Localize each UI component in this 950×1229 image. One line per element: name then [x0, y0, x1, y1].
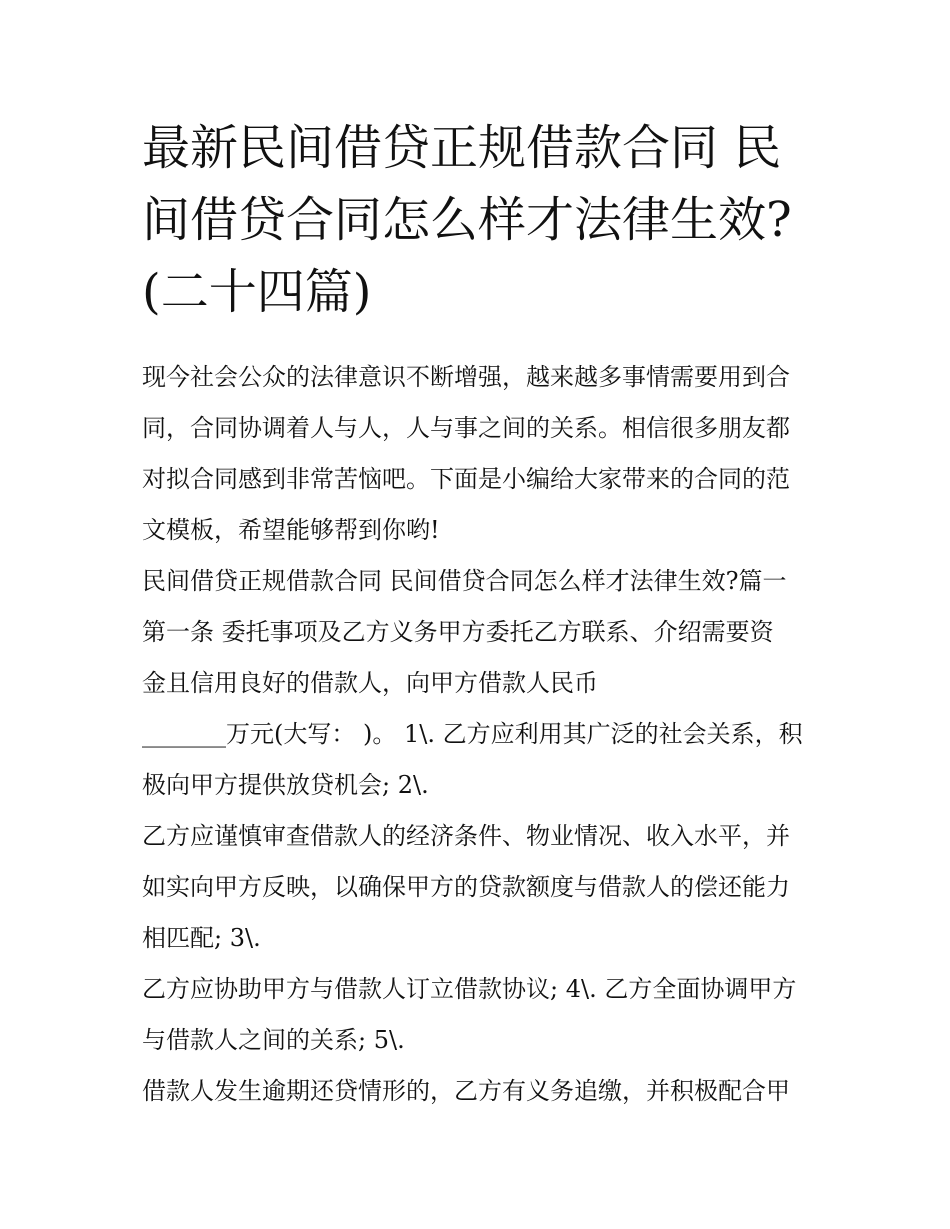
- text-line: 相匹配; 3\.: [142, 924, 261, 952]
- text-line: 现今社会公众的法律意识不断增强，越来越多事情需要用到合: [142, 363, 790, 391]
- text-line: 乙方应谨慎审查借款人的经济条件、物业情况、收入水平，并: [142, 822, 790, 850]
- text-line: 金且信用良好的借款人，向甲方借款人民币: [142, 669, 598, 697]
- title-line: 间借贷合同怎么样才法律生效?: [142, 192, 792, 248]
- text-line: 如实向甲方反映，以确保甲方的贷款额度与借款人的偿还能力: [142, 873, 790, 901]
- text-line: 借款人发生逾期还贷情形的，乙方有义务追缴，并积极配合甲: [142, 1077, 790, 1105]
- text-line: 极向甲方提供放贷机会; 2\.: [142, 771, 429, 799]
- text-line: 对拟合同感到非常苦恼吧。下面是小编给大家带来的合同的范: [142, 465, 790, 493]
- document-body: [142, 352, 822, 1117]
- text-line: 乙方应协助甲方与借款人订立借款协议; 4\. 乙方全面协调甲方: [142, 975, 797, 1003]
- title-line: 最新民间借贷正规借款合同 民: [142, 120, 782, 176]
- title-line: (二十四篇): [142, 264, 372, 320]
- document-page: [142, 112, 822, 1117]
- clause-paragraph: [142, 811, 822, 964]
- text-line: 与借款人之间的关系; 5\.: [142, 1026, 405, 1054]
- text-line: _______万元(大写： )。 1\. 乙方应利用其广泛的社会关系，积: [142, 720, 803, 748]
- clause-paragraph: [142, 1066, 822, 1117]
- clause-paragraph: [142, 964, 822, 1066]
- section-paragraph: [142, 556, 822, 811]
- document-title: [142, 112, 822, 328]
- text-line: 第一条 委托事项及乙方义务甲方委托乙方联系、介绍需要资: [142, 618, 774, 646]
- intro-paragraph: [142, 352, 822, 556]
- text-line: 文模板，希望能够帮到你哟!: [142, 516, 440, 544]
- text-line: 同，合同协调着人与人，人与事之间的关系。相信很多朋友都: [142, 414, 790, 442]
- text-line: 民间借贷正规借款合同 民间借贷合同怎么样才法律生效?篇一: [142, 567, 787, 595]
